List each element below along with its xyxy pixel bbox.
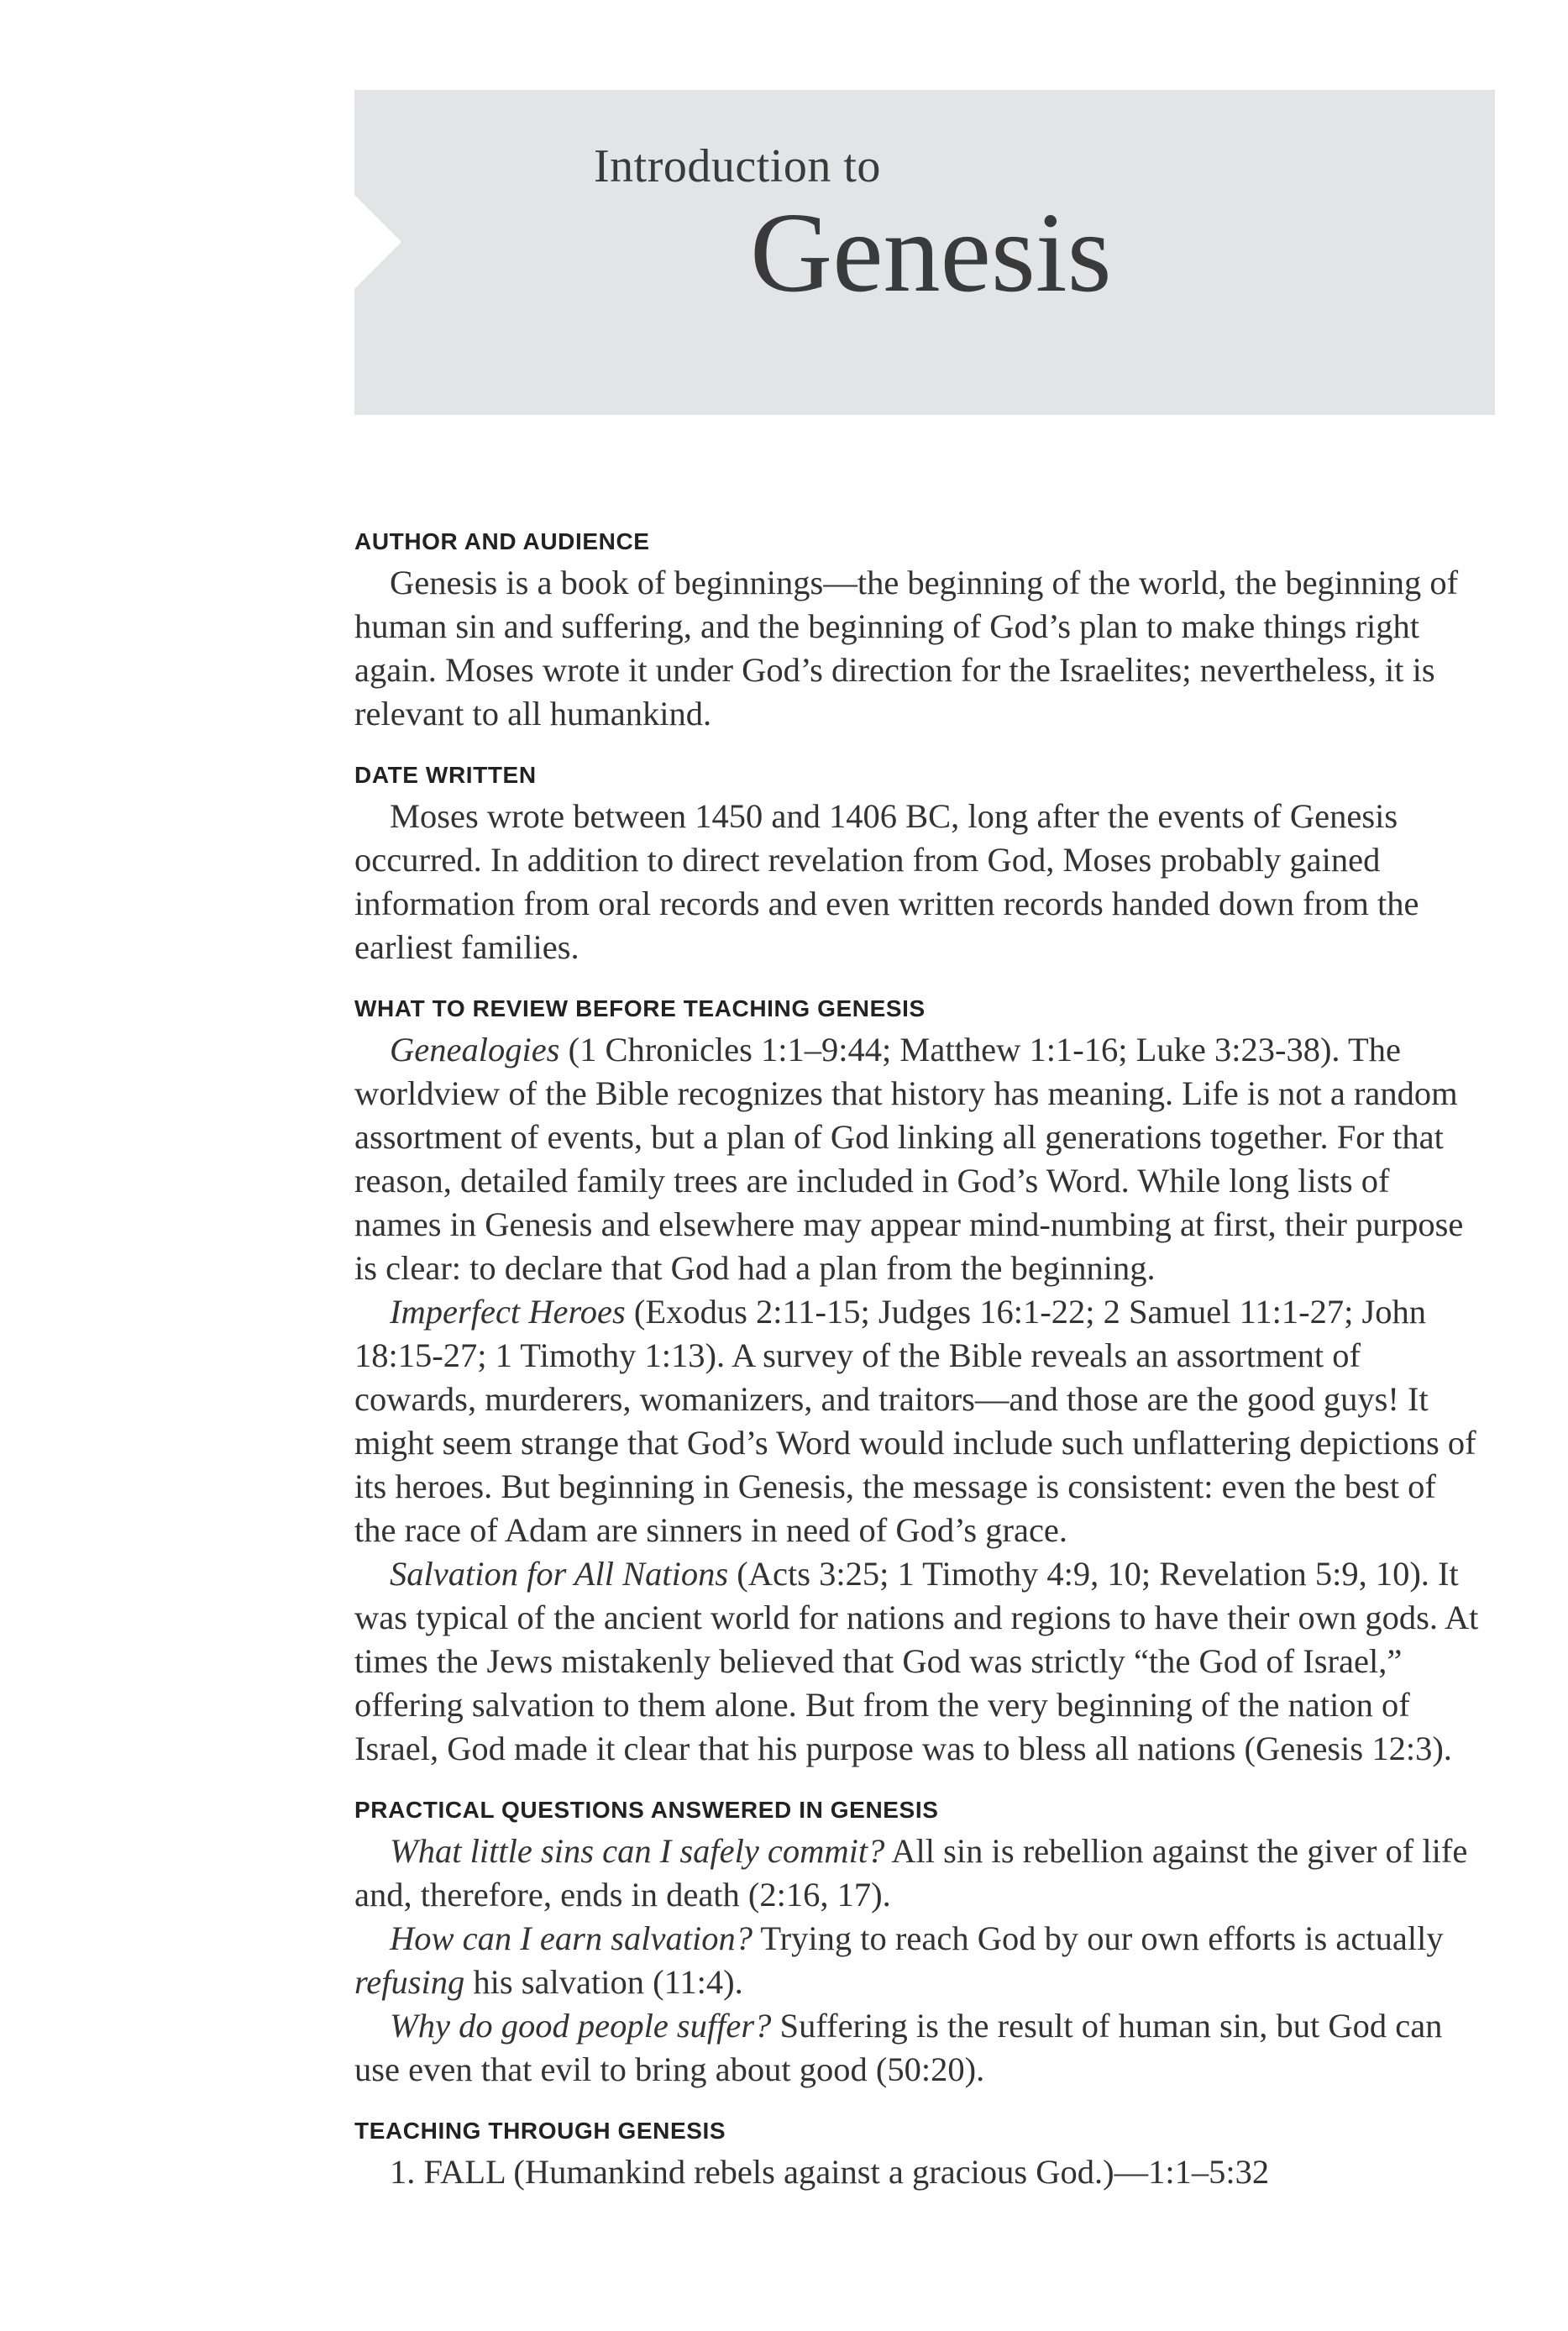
question-earn-salvation-em: refusing	[354, 1963, 465, 2001]
review-salvation-nations-text: (Acts 3:25; 1 Timothy 4:9, 10; Revelation 5:9, 10). It was typical of the ancient world for nations and regions to have their own gods. At times the Jews mistakenly believed that God was strictly “the God of Israel,” offering salvation to them alone. But from the very beginning of the nation of Israel, God made it clear that his purpose was to bless all nations (Genesis 12:3).	[354, 1555, 1479, 1767]
review-imperfect-heroes	[354, 1290, 1480, 1552]
book-title: Genesis	[750, 190, 1112, 316]
question-good-people-suffer	[354, 2004, 1480, 2092]
intro-line: Introduction to	[594, 140, 881, 192]
review-salvation-nations-lead: Salvation for All Nations	[390, 1555, 729, 1593]
heading-author-audience: AUTHOR AND AUDIENCE	[354, 528, 650, 554]
review-genealogies-lead: Genealogies	[390, 1031, 560, 1068]
review-salvation-nations	[354, 1552, 1480, 1771]
review-imperfect-heroes-text: (Exodus 2:11-15; Judges 16:1-22; 2 Samuel 11:1-27; John 18:15-27; 1 Timothy 1:13). A survey of the Bible reveals an assortment of cowards, murderers, womanizers, and traitors—and those are the good guys! It might seem strange that God’s Word would include such unflattering depictions of its heroes. But beginning in Genesis, the message is consistent: even the best of the race of Adam are sinners in need of God’s grace.	[354, 1293, 1476, 1549]
question-earn-salvation-q: How can I earn salvation?	[390, 1919, 753, 1957]
question-earn-salvation-a2: his salvation (11:4).	[464, 1963, 743, 2001]
date-paragraph: Moses wrote between 1450 and 1406 BC, long after the events of Genesis occurred. In addition to direct revelation from God, Moses probably gained information from oral records and even written records handed down from the earliest families.	[354, 797, 1419, 966]
review-imperfect-heroes-lead: Imperfect Heroes	[390, 1293, 626, 1331]
question-good-people-suffer-q: Why do good people suffer?	[390, 2007, 772, 2045]
question-earn-salvation	[354, 1917, 1480, 2004]
question-little-sins	[354, 1830, 1480, 1917]
heading-teaching-through: TEACHING THROUGH GENESIS	[354, 2118, 726, 2144]
review-genealogies-text: (1 Chronicles 1:1–9:44; Matthew 1:1-16; Luke 3:23-38). The worldview of the Bible recognizes that history has meaning. Life is not a random assortment of events, but a plan of God linking all generations together. For that reason, detailed family trees are included in God’s Word. While long lists of names in Genesis and elsewhere may appear mind-numbing at first, their purpose is clear: to declare that God had a plan from the beginning.	[354, 1031, 1464, 1287]
review-genealogies	[354, 1028, 1480, 1290]
page-body	[354, 522, 1480, 2194]
heading-what-to-review: WHAT TO REVIEW BEFORE TEACHING GENESIS	[354, 995, 926, 1021]
teaching-item-1: 1. FALL (Humankind rebels against a gracious God.)—1:1–5:32	[390, 2153, 1270, 2191]
question-little-sins-q: What little sins can I safely commit?	[390, 1832, 885, 1870]
question-little-sins-a: All sin is rebellion against the giver of life and, therefore, ends in death (2:16, 17).	[354, 1832, 1468, 1914]
heading-practical-questions: PRACTICAL QUESTIONS ANSWERED IN GENESIS	[354, 1797, 939, 1823]
author-paragraph: Genesis is a book of beginnings—the beginning of the world, the beginning of human sin and suffering, and the beginning of God’s plan to make things right again. Moses wrote it under God’s direction for the Israelites; nevertheless, it is relevant to all humankind.	[354, 564, 1459, 732]
heading-date-written: DATE WRITTEN	[354, 762, 537, 788]
question-good-people-suffer-a: Suffering is the result of human sin, but God can use even that evil to bring about good (50:20).	[354, 2007, 1443, 2088]
question-earn-salvation-a1: Trying to reach God by our own efforts is actually	[752, 1919, 1444, 1957]
